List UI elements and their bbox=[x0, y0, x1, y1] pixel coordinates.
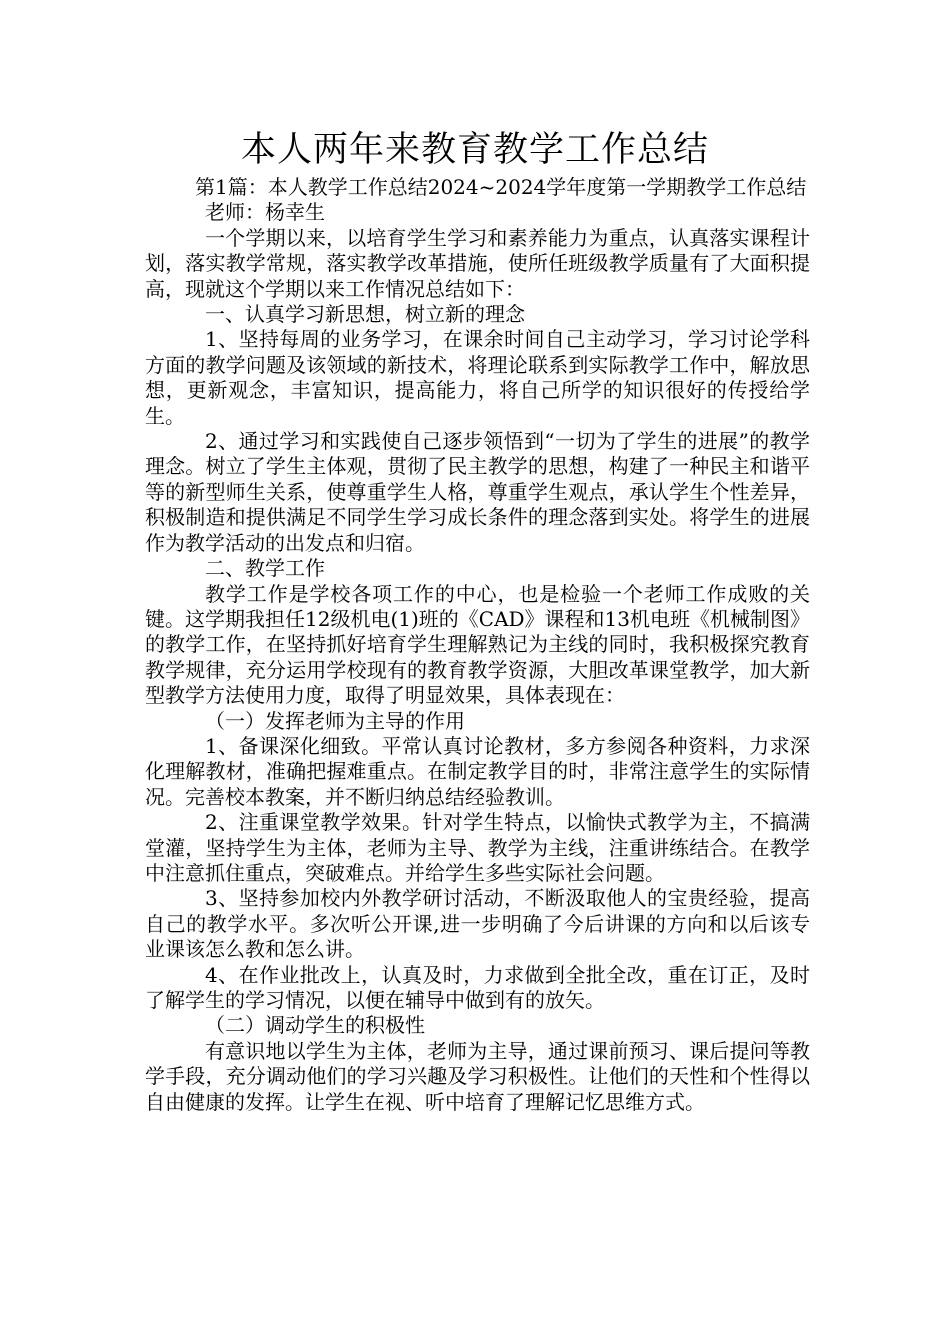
paragraph: 2、通过学习和实践使自己逐步领悟到“一切为了学生的进展”的教学理念。树立了学生主体观，贯彻了民主教学的思想，构建了一种民主和谐平等的新型师生关系，使尊重学生人格，尊重学生观点，承认学生个性差异，积极制造和提供满足不同学生学习成长条件的理念落到实处。将学生的进展作为教学活动的出发点和归宿。 bbox=[145, 429, 810, 555]
paragraph: 2、注重课堂教学效果。针对学生特点，以愉快式教学为主，不搞满堂灌，坚持学生为主体，老师为主导、教学为主线，注重讲练结合。在教学中注意抓住重点，突破难点。并给学生多些实际社会问题。 bbox=[145, 810, 810, 885]
paragraph: 一个学期以来，以培育学生学习和素养能力为重点，认真落实课程计划，落实教学常规，落实教学改革措施，使所任班级教学质量有了大面积提高，现就这个学期以来工作情况总结如下： bbox=[145, 225, 810, 301]
paragraph: 教学工作是学校各项工作的中心，也是检验一个老师工作成败的关键。这学期我担任12级机电(1)班的《CAD》课程和13机电班《机械制图》的教学工作，在坚持抓好培育学生理解熟记为主线的同时，我积极探究教育教学规律，充分运用学校现有的教育教学资源，大胆改革课堂教学，加大新型教学方法使用力度，取得了明显效果，具体表现在： bbox=[145, 581, 811, 708]
paragraph: 1、坚持每周的业务学习，在课余时间自己主动学习，学习讨论学科方面的教学问题及该领域的新技术，将理论联系到实际教学工作中，解放思想，更新观念，丰富知识，提高能力，将自己所学的知识很好的传授给学生。 bbox=[145, 327, 810, 428]
paragraph: 1、备课深化细致。平常认真讨论教材，多方参阅各种资料，力求深化理解教材，准确把握难重点。在制定教学目的时，非常注意学生的实际情况。完善校本教案，并不断归纳总结经验教训。 bbox=[145, 733, 810, 809]
document-title: 本人两年来教育教学工作总结 bbox=[240, 130, 709, 170]
section-heading: 二、教学工作 bbox=[205, 556, 325, 581]
paragraph: 4、在作业批改上，认真及时，力求做到全批全改，重在订正，及时了解学生的学习情况，以便在辅导中做到有的放矢。 bbox=[145, 962, 810, 1012]
document-body bbox=[145, 175, 810, 1115]
section-heading: 一、认真学习新思想，树立新的理念 bbox=[205, 302, 525, 327]
author-line: 老师：杨幸生 bbox=[205, 200, 325, 225]
section-heading: 第1篇：本人教学工作总结2024~2024学年度第一学期教学工作总结 bbox=[195, 175, 807, 199]
paragraph: 3、坚持参加校内外教学研讨活动，不断汲取他人的宝贵经验，提高自己的教学水平。多次听公开课,进一步明确了今后讲课的方向和以后该专业课该怎么教和怎么讲。 bbox=[145, 886, 810, 962]
paragraph: 有意识地以学生为主体，老师为主导，通过课前预习、课后提问等教学手段，充分调动他们的学习兴趣及学习积极性。让他们的天性和个性得以自由健康的发挥。让学生在视、听中培育了理解记忆思维方式。 bbox=[145, 1038, 810, 1114]
subsection-heading: （一）发挥老师为主导的作用 bbox=[205, 708, 465, 733]
subsection-heading: （二）调动学生的积极性 bbox=[205, 1013, 425, 1038]
